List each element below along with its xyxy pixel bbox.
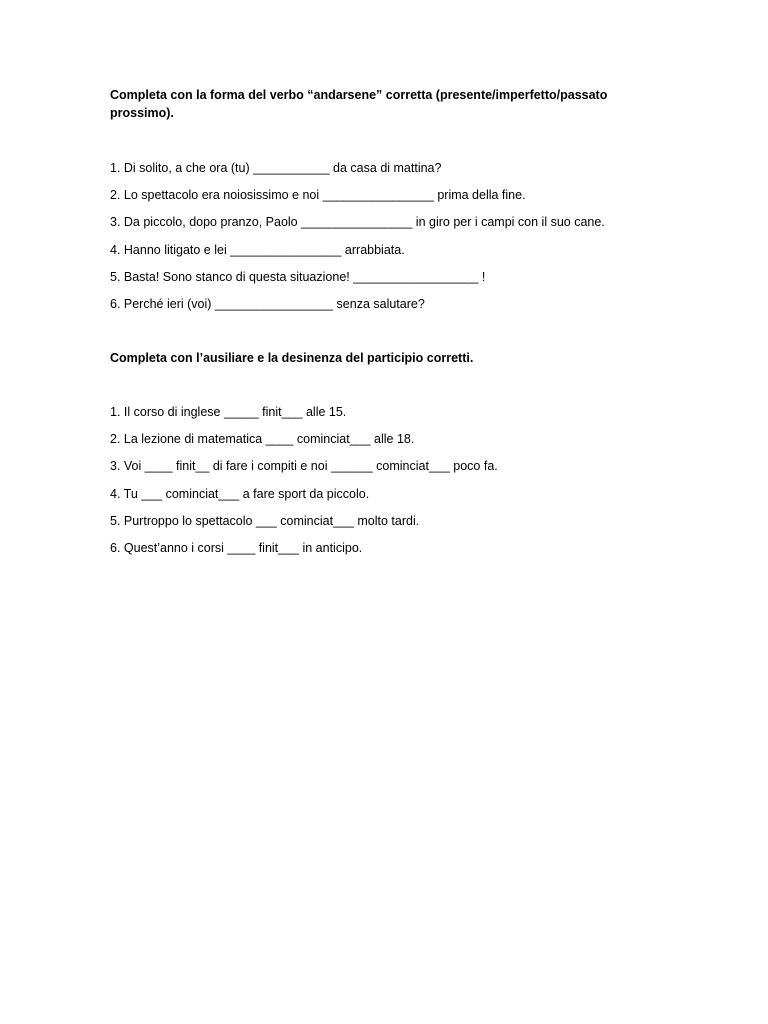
exercise-item-5: 5. Purtroppo lo spettacolo ___ cominciat___ molto tardi. — [110, 513, 420, 528]
exercise-item-4: 4. Tu ___ cominciat___ a fare sport da piccolo. — [110, 486, 370, 501]
exercise-item-6: 6. Quest’anno i corsi ____ finit___ in anticipo. — [110, 540, 363, 555]
exercise-list — [110, 159, 650, 322]
exercise-item-1: 1. Di solito, a che ora (tu) ___________ da casa di mattina? — [110, 161, 442, 175]
exercise-item-5: 5. Basta! Sono stanco di questa situazione! __________________ ! — [110, 269, 486, 284]
exercise-item-2: 2. La lezione di matematica ____ cominciat___ alle 18. — [110, 432, 415, 447]
exercise-item-6: 6. Perché ieri (voi) _________________ senza salutare? — [110, 296, 425, 311]
exercise-item-2: 2. Lo spettacolo era noiosissimo e noi ________________ prima della fine. — [110, 188, 526, 203]
instruction-heading: Completa con la forma del verbo “andarsene” corretta (presente/imperfetto/passato prossimo). — [110, 88, 608, 120]
exercise-section-andarsene — [110, 86, 650, 322]
exercise-section-ausiliare — [110, 349, 650, 566]
exercise-item-3: 3. Voi ____ finit__ di fare i compiti e noi ______ cominciat___ poco fa. — [110, 459, 498, 474]
exercise-item-3: 3. Da piccolo, dopo pranzo, Paolo ________________ in giro per i campi con il suo cane. — [110, 215, 605, 230]
instruction-heading: Completa con l’ausiliare e la desinenza del participio corretti. — [110, 351, 474, 365]
exercise-item-1: 1. Il corso di inglese _____ finit___ alle 15. — [110, 405, 347, 419]
exercise-item-4: 4. Hanno litigato e lei ________________ arrabbiata. — [110, 242, 405, 257]
exercise-list — [110, 403, 650, 566]
